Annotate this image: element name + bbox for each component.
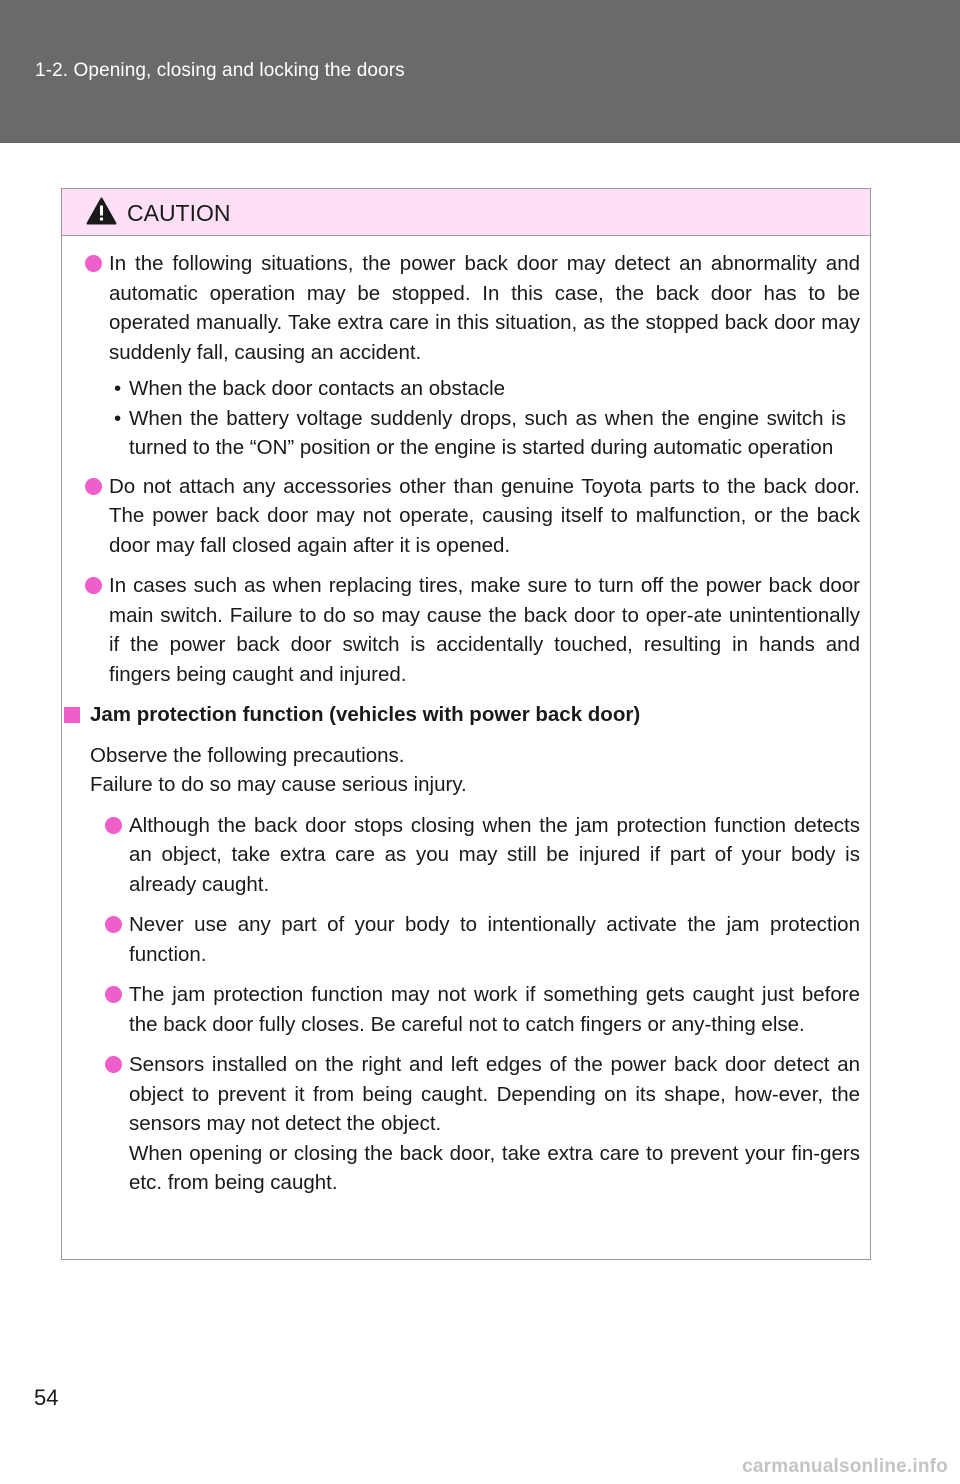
section-intro-line: Observe the following precautions. xyxy=(90,743,405,767)
watermark: carmanualsonline.info xyxy=(742,1456,948,1477)
section-item xyxy=(62,811,870,900)
section-item xyxy=(62,980,870,1039)
warning-triangle-icon xyxy=(86,197,117,225)
bullet-dot-icon xyxy=(105,986,122,1003)
caution-header xyxy=(62,189,870,236)
page-number: 54 xyxy=(34,1385,59,1410)
section-item-text: Although the back door stops closing when the jam protection function detects an object, take extra care as you may still be injured if part of your body is already caught. xyxy=(129,813,860,896)
bullet-dot-icon xyxy=(85,577,102,594)
caution-item xyxy=(62,472,870,561)
situation-list xyxy=(62,374,870,463)
section-item-text: Sensors installed on the right and left edges of the power back door detect an object to prevent it from being caught. Depending on its shape, how-ever, the sensors may not detect the object. xyxy=(129,1053,860,1135)
caution-title: CAUTION xyxy=(127,200,231,226)
section-title: 1-2. Opening, closing and locking the doors xyxy=(35,60,405,81)
section-intro-line: Failure to do so may cause serious injury. xyxy=(90,773,467,796)
bullet-dot-icon xyxy=(105,1056,122,1073)
caution-item-text: Do not attach any accessories other than genuine Toyota parts to the back door. The power back door may not operate, causing itself to malfunction, or the back door may fall closed again after it is opened. xyxy=(109,474,860,557)
section-heading-text: Jam protection function (vehicles with power back door) xyxy=(90,703,641,726)
section-item-text: Never use any part of your body to intentionally activate the jam protection function. xyxy=(129,913,860,966)
bullet-dot-icon xyxy=(85,255,102,272)
section-item xyxy=(62,1050,870,1198)
section-item xyxy=(62,910,870,969)
caution-content xyxy=(62,249,870,1209)
section-heading xyxy=(62,700,870,730)
bullet-dot-icon xyxy=(105,817,122,834)
caution-item xyxy=(62,249,870,367)
caution-item xyxy=(62,571,870,689)
page-header xyxy=(0,0,960,143)
section-item-text: The jam protection function may not work if something gets caught just before the back door fully closes. Be careful not to catch fingers or any-thing else. xyxy=(129,983,860,1036)
section-items xyxy=(62,811,870,1198)
bullet-dot-icon xyxy=(105,916,122,933)
caution-item-text: In the following situations, the power back door may detect an abnormality and automatic operation may be stopped. In this case, the back door has to be operated manually. Take extra care in this situation, as the stopped back door may suddenly fall, causing an accident. xyxy=(109,252,860,364)
caution-box xyxy=(61,188,871,1260)
bullet-dot-icon xyxy=(85,478,102,495)
square-bullet-icon xyxy=(64,707,80,723)
situation-item: • When the battery voltage suddenly drops, such as when the engine switch is turned to the “ON” position or the engine is started during automatic operation xyxy=(62,404,870,463)
section-item-extra: When opening or closing the back door, take extra care to prevent your fin-gers etc. from being caught. xyxy=(129,1141,860,1194)
situation-item: • When the back door contacts an obstacle xyxy=(62,374,870,404)
caution-item-text: In cases such as when replacing tires, make sure to turn off the power back door main switch. Failure to do so may cause the back door to oper-ate unintentionally if the power back door switch is accidentally touched, resulting in hands and fingers being caught and injured. xyxy=(109,574,860,686)
section-intro xyxy=(62,741,870,800)
